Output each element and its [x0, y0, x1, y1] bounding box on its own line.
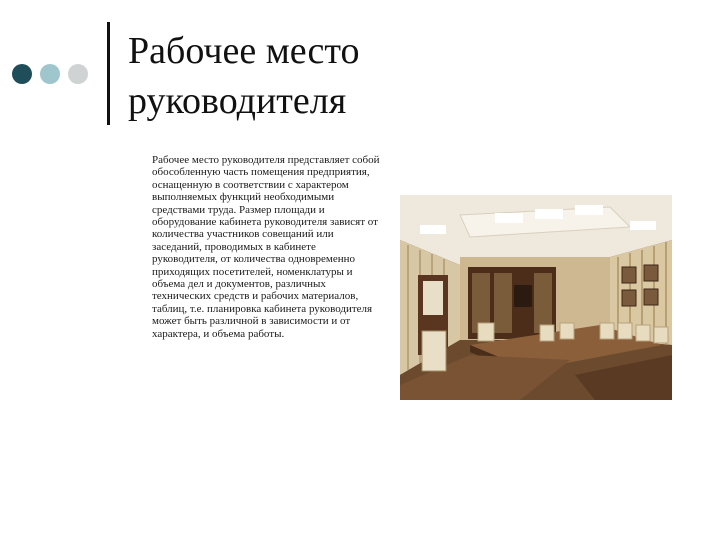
office-interior-photo	[400, 195, 672, 400]
slide-body-text: Рабочее место руководителя представляет собой обособленную часть помещения предприятия, оснащенную в соответствии с характером выполняемых функций необходимыми средствами труда. Размер площади и оборудование кабинета руководителя зависят от количества участников совещаний или заседаний, проводимых в кабинете руководителя, от количества одновременно приходящих посетителей, номенклатуры и объема дел и документов, различных технических средств и рабочих материалов, таблиц, т.е. планировка кабинета руководителя может быть различной в зависимости и от характера, и объема работы.	[152, 154, 380, 340]
title-divider	[107, 22, 110, 125]
dot-dark	[12, 64, 32, 84]
slide-title: Рабочее место руководителя	[128, 30, 360, 122]
dot-light-gray	[68, 64, 88, 84]
decorative-dots	[12, 64, 94, 86]
dot-light-teal	[40, 64, 60, 84]
